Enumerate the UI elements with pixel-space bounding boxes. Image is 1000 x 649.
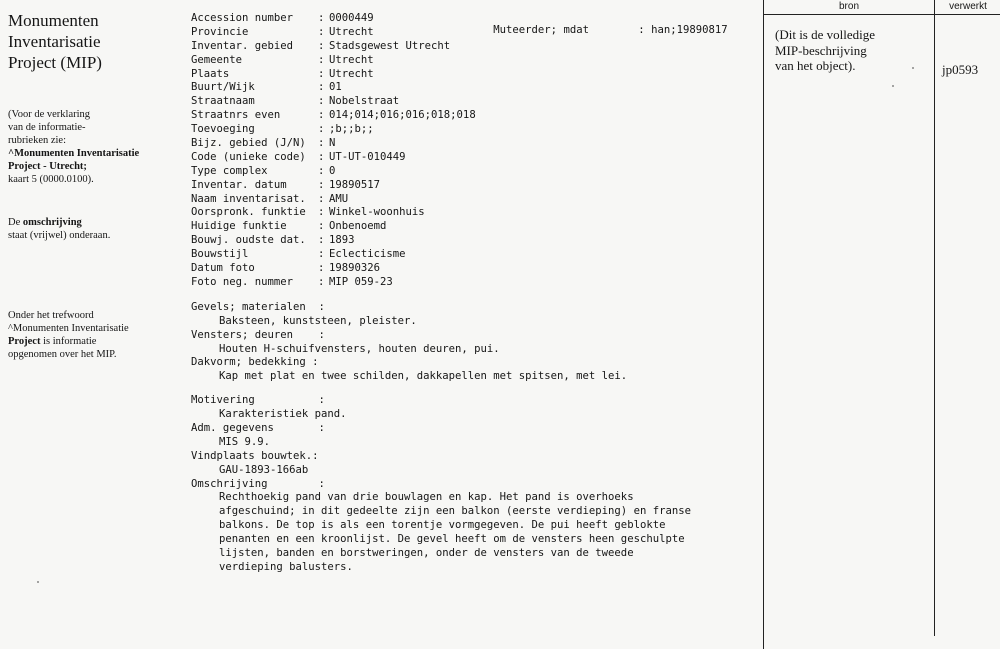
mutator-separator: : — [638, 24, 645, 36]
note-line: ^Monumenten Inventarisatie — [8, 323, 129, 334]
field-separator: : — [318, 206, 325, 219]
field-separator: : — [318, 67, 325, 80]
record-field — [191, 95, 751, 109]
section-label: Vensters; deuren : — [191, 328, 325, 341]
field-label: Bouwstijl — [191, 248, 249, 261]
section-block-2 — [191, 394, 751, 575]
field-value: 01 — [329, 81, 342, 94]
field-separator: : — [318, 39, 325, 52]
header-bron: bron — [838, 1, 859, 12]
field-label: Bouwj. oudste dat. — [191, 234, 306, 247]
section-text: Houten H-schuifvensters, houten deuren, pui. — [219, 342, 500, 355]
section-label: Adm. gegevens : — [191, 422, 325, 434]
field-label: Straatnaam — [191, 95, 255, 108]
field-value: Winkel-woonhuis — [329, 206, 425, 219]
header-verwerkt: verwerkt — [949, 1, 987, 12]
field-separator: : — [318, 164, 325, 177]
record-body — [191, 12, 751, 575]
field-separator: : — [318, 178, 325, 191]
section-label: Vindplaats bouwtek.: — [191, 449, 319, 462]
scan-speck — [892, 85, 894, 87]
record-section — [191, 356, 751, 384]
record-section — [191, 329, 751, 357]
section-text: Karakteristiek pand. — [219, 408, 347, 421]
field-value: Nobelstraat — [329, 95, 400, 108]
field-label: Datum foto — [191, 262, 255, 275]
left-margin-column — [8, 10, 158, 360]
section-text: GAU-1893-166ab — [219, 463, 309, 476]
record-section — [191, 301, 751, 329]
bron-line: (Dit is de volledige — [775, 27, 876, 42]
section-text: verdieping balusters. — [219, 561, 353, 574]
section-text: balkons. De top is als een torentje vormgegeven. De pui heeft geblokte — [219, 519, 666, 532]
record-field — [191, 151, 751, 165]
record-field — [191, 248, 751, 262]
note-text: De — [8, 217, 23, 228]
field-separator: : — [318, 95, 325, 108]
section-text: lijsten, banden en borstweringen, onder de vensters van de tweede — [219, 547, 634, 560]
field-value: 1893 — [329, 234, 355, 247]
field-separator: : — [318, 81, 325, 94]
field-label: Foto neg. nummer — [191, 275, 294, 288]
section-text: Rechthoekig pand van drie bouwlagen en kap. Het pand is overhoeks — [219, 491, 634, 504]
title-line: Project (MIP) — [8, 53, 102, 72]
scan-speck — [912, 67, 914, 69]
bron-line: van het object). — [775, 58, 856, 73]
bron-line: MIP-beschrijving — [775, 42, 867, 58]
record-field — [191, 81, 751, 95]
field-label: Gemeente — [191, 53, 243, 66]
reference-note — [8, 108, 158, 186]
verwerkt-cell: jp0593 — [942, 62, 979, 77]
note-line: rubrieken zie: — [8, 135, 67, 146]
field-value: MIP 059-23 — [329, 275, 393, 288]
field-value: Utrecht — [329, 67, 374, 80]
field-value: ;b;;b;; — [329, 123, 374, 136]
field-separator: : — [318, 25, 325, 38]
field-label: Inventar. datum — [191, 178, 287, 191]
record-field — [191, 165, 751, 179]
field-list — [191, 12, 751, 290]
note-line: staat (vrijwel) onderaan. — [8, 230, 111, 241]
field-label: Straatnrs even — [191, 109, 281, 122]
field-value: AMU — [329, 192, 349, 205]
field-value: 014;014;016;016;018;018 — [329, 109, 476, 122]
section-label: Dakvorm; bedekking : — [191, 356, 319, 369]
field-separator: : — [318, 192, 325, 205]
record-section — [191, 450, 751, 478]
field-value: UT-UT-010449 — [329, 150, 406, 163]
note-line: van de informatie- — [8, 122, 86, 133]
field-value: Stadsgewest Utrecht — [329, 39, 451, 52]
field-separator: : — [318, 123, 325, 136]
scan-speck — [37, 581, 39, 583]
field-label: Bijz. gebied (J/N) — [191, 137, 306, 150]
field-separator: : — [318, 53, 325, 66]
column-divider — [934, 0, 935, 636]
field-value: Onbenoemd — [329, 220, 387, 233]
note-bold-text: omschrijving — [22, 217, 82, 228]
section-text: Baksteen, kunststeen, pleister. — [219, 314, 417, 327]
record-field — [191, 123, 751, 137]
field-value: 19890326 — [329, 262, 381, 275]
record-section — [191, 478, 751, 575]
record-field — [191, 234, 751, 248]
field-separator: : — [318, 262, 325, 275]
note-text: is informatie — [40, 336, 97, 347]
section-block — [191, 301, 751, 384]
description-note — [8, 216, 158, 242]
mutator-field — [455, 12, 728, 48]
record-field — [191, 193, 751, 207]
section-text: afgeschuind; in dit gedeelte zijn een balkon (eerste verdieping) en franse — [219, 505, 691, 518]
field-label: Provincie — [191, 25, 249, 38]
section-text: Kap met plat en twee schilden, dakkapellen met spitsen, met lei. — [219, 370, 628, 383]
field-label: Inventar. gebied — [191, 39, 294, 52]
section-label: Motivering : — [191, 394, 325, 407]
field-value: Utrecht — [329, 25, 374, 38]
section-text: penanten en een kroonlijst. De gevel heeft om de vensters heen geschulpte — [219, 533, 685, 546]
field-separator: : — [318, 220, 325, 233]
field-label: Plaats — [191, 67, 230, 80]
field-label: Buurt/Wijk — [191, 81, 255, 94]
note-bold-line: ^Monumenten Inventarisatie — [8, 148, 140, 159]
record-section — [191, 394, 751, 422]
keyword-note — [8, 309, 158, 361]
field-value: Eclecticisme — [329, 248, 406, 261]
note-line: opgenomen over het MIP. — [8, 349, 117, 360]
source-table — [763, 0, 1000, 649]
table-header — [764, 0, 1000, 15]
field-label: Toevoeging — [191, 123, 255, 136]
field-separator: : — [318, 150, 325, 163]
field-label: Huidige funktie — [191, 220, 287, 233]
field-label: Type complex — [191, 164, 268, 177]
field-value: 0000449 — [329, 12, 374, 24]
field-separator: : — [318, 248, 325, 261]
note-line: Onder het trefwoord — [8, 310, 94, 321]
record-field — [191, 220, 751, 234]
title-line: Monumenten — [8, 11, 99, 30]
record-field — [191, 137, 751, 151]
section-label: Gevels; materialen : — [191, 300, 325, 313]
field-separator: : — [318, 234, 325, 247]
bron-cell — [775, 27, 925, 74]
field-label: Accession number — [191, 12, 294, 24]
field-separator: : — [318, 12, 325, 24]
record-field — [191, 179, 751, 193]
field-value: 19890517 — [329, 178, 381, 191]
record-section — [191, 422, 751, 450]
field-value: Utrecht — [329, 53, 374, 66]
field-separator: : — [318, 137, 325, 150]
title-line: Inventarisatie — [8, 32, 101, 51]
note-bold-text: Project — [8, 336, 41, 347]
record-field — [191, 68, 751, 82]
field-label: Naam inventarisat. — [191, 192, 306, 205]
record-field — [191, 54, 751, 68]
section-text: MIS 9.9. — [219, 435, 271, 448]
section-label: Omschrijving : — [191, 477, 325, 490]
field-value: N — [329, 137, 336, 150]
record-field — [191, 276, 751, 290]
note-line: kaart 5 (0000.0100). — [8, 174, 94, 185]
field-separator: : — [318, 109, 325, 122]
record-field — [191, 109, 751, 123]
record-field — [191, 206, 751, 220]
mutator-value: han;19890817 — [651, 24, 728, 36]
note-line: (Voor de verklaring — [8, 109, 91, 120]
project-title — [8, 10, 158, 73]
record-field — [191, 262, 751, 276]
mutator-label: Muteerder; mdat — [493, 24, 589, 36]
field-label: Code (unieke code) — [191, 150, 306, 163]
note-bold-line: Project - Utrecht; — [8, 161, 87, 172]
field-separator: : — [318, 275, 325, 288]
field-label: Oorspronk. funktie — [191, 206, 306, 219]
field-value: 0 — [329, 164, 336, 177]
